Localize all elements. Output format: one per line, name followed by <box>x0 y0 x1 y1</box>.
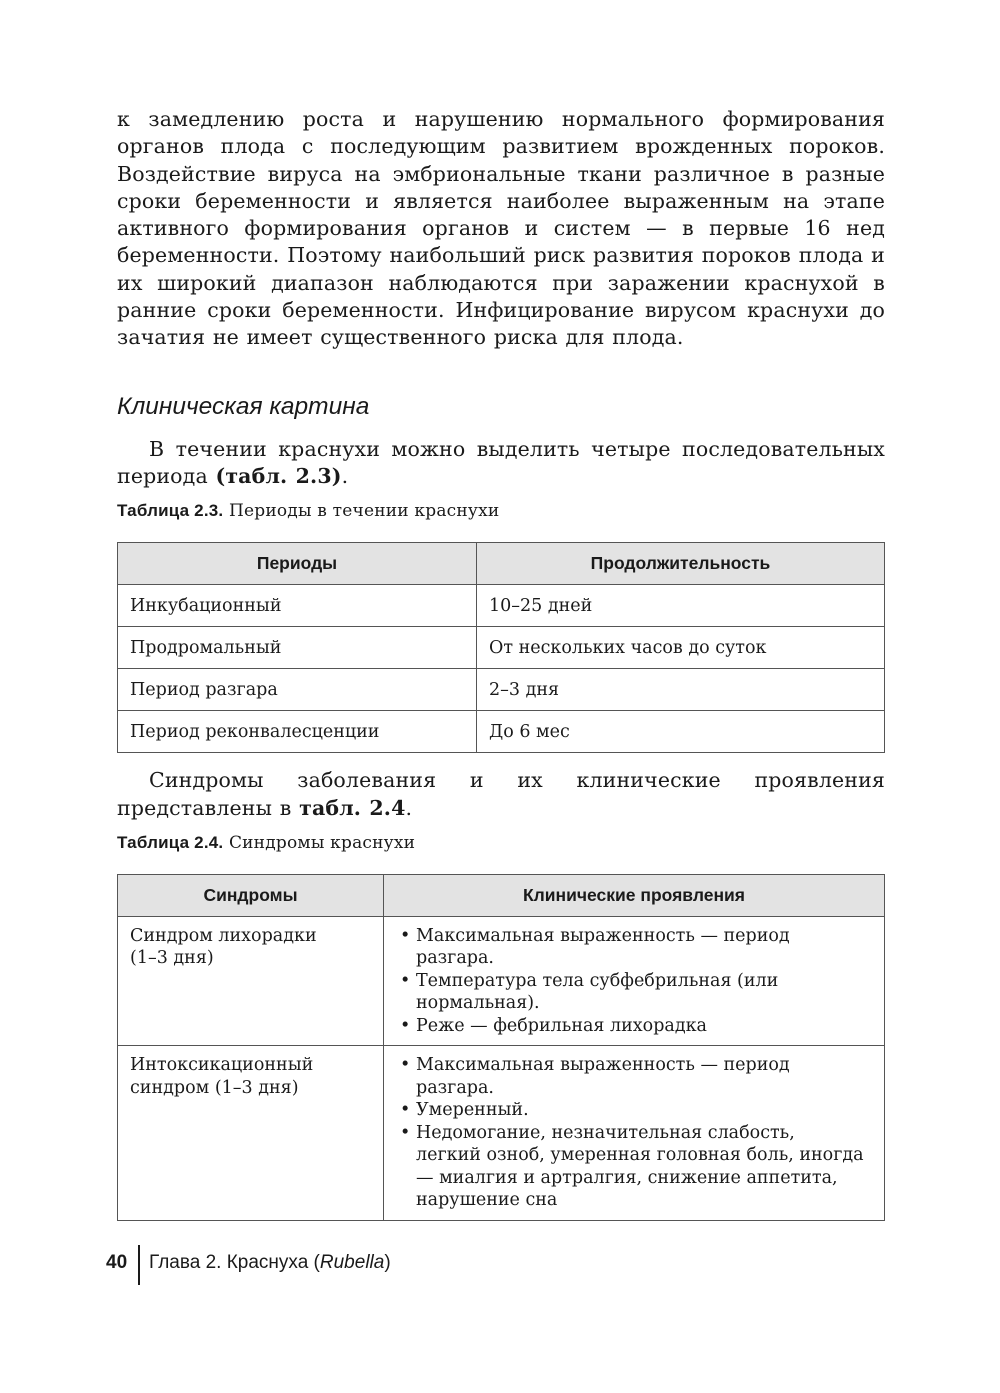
chapter-title-latin: Rubella <box>319 1252 385 1273</box>
paragraph-syndromes-end: . <box>405 795 413 820</box>
table-2-3-caption-text: Периоды в течении краснухи <box>223 501 500 522</box>
paragraph-periods-end: . <box>341 463 349 488</box>
chapter-title-prefix: Глава 2. Краснуха ( <box>149 1252 320 1273</box>
period-cell: Инкубационный <box>118 585 477 627</box>
list-item: • Максимальная выраженность — период разгара. <box>396 1054 864 1099</box>
table-row <box>118 585 885 627</box>
table-row <box>118 711 885 753</box>
table-2-3-caption-label: Таблица 2.3. <box>117 501 224 521</box>
list-item: • Умеренный. <box>396 1099 864 1122</box>
table-periods <box>117 542 885 753</box>
table-2-3-caption <box>117 500 885 522</box>
manifestations-list <box>396 925 864 1038</box>
list-item: • Максимальная выраженность — период разгара. <box>396 925 864 970</box>
table-2-4-caption-text: Синдромы краснухи <box>223 832 416 853</box>
page-content <box>117 106 885 1221</box>
paragraph-syndromes-text: Синдромы заболевания и их клинические проявления представлены в <box>117 768 885 820</box>
footer-divider <box>138 1245 140 1285</box>
duration-cell: 10–25 дней <box>477 585 885 627</box>
period-cell: Период разгара <box>118 669 477 711</box>
manifestations-list <box>396 1054 864 1212</box>
table-row <box>118 916 885 1046</box>
section-heading: Клиническая картина <box>117 392 370 420</box>
table-row <box>118 627 885 669</box>
table-2-4-caption <box>117 832 885 854</box>
table-ref-2-3: (табл. 2.3) <box>215 463 342 488</box>
table-header-row <box>118 543 885 585</box>
page-number: 40 <box>106 1252 128 1273</box>
duration-cell: От нескольких часов до суток <box>477 627 885 669</box>
manifestations-cell <box>384 1046 885 1221</box>
list-item: • Реже — фебрильная лихорадка <box>396 1015 864 1038</box>
list-item: • Недомогание, незначительная слабость, легкий озноб, умеренная головная боль, иногда — миалгия и артралгия, снижение аппетита, нарушение сна <box>396 1122 864 1212</box>
column-header-syndromes: Синдромы <box>118 874 384 916</box>
syndrome-cell: Интоксикационный синдром (1–3 дня) <box>118 1046 384 1221</box>
paragraph-periods-text: В течении краснухи можно выделить четыре последовательных периода <box>117 436 885 488</box>
table-row <box>118 669 885 711</box>
table-ref-2-4: табл. 2.4 <box>299 795 406 820</box>
column-header-periods: Периоды <box>118 543 477 585</box>
period-cell: Продромальный <box>118 627 477 669</box>
column-header-duration: Продолжительность <box>477 543 885 585</box>
column-header-manifestations: Клинические проявления <box>384 874 885 916</box>
duration-cell: До 6 мес <box>477 711 885 753</box>
syndrome-cell: Синдром лихорадки (1–3 дня) <box>118 916 384 1046</box>
chapter-title-suffix: ) <box>384 1252 391 1273</box>
chapter-title <box>149 1252 391 1274</box>
table-syndromes <box>117 874 885 1221</box>
paragraph-syndromes <box>117 767 885 822</box>
table-header-row <box>118 874 885 916</box>
list-item: • Температура тела субфебрильная (или нормальная). <box>396 970 864 1015</box>
paragraph-continuation: к замедлению роста и нарушению нормального формирования органов плода с последующим развитием врожденных пороков. Воздействие вируса на эмбриональные ткани различное в разные сроки беременности и является наиболее выраженным на этапе активного формирования органов и систем — в первые 16 нед беременности. Поэтому наибольший риск развития пороков плода и их широкий диапазон наблюдаются при заражении краснухой в ранние сроки беременности. Инфицирование вирусом краснухи до зачатия не имеет существенного риска для плода. <box>117 107 885 350</box>
duration-cell: 2–3 дня <box>477 669 885 711</box>
period-cell: Период реконвалесценции <box>118 711 477 753</box>
manifestations-cell <box>384 916 885 1046</box>
table-row <box>118 1046 885 1221</box>
table-2-4-caption-label: Таблица 2.4. <box>117 832 224 852</box>
paragraph-periods <box>117 436 885 491</box>
